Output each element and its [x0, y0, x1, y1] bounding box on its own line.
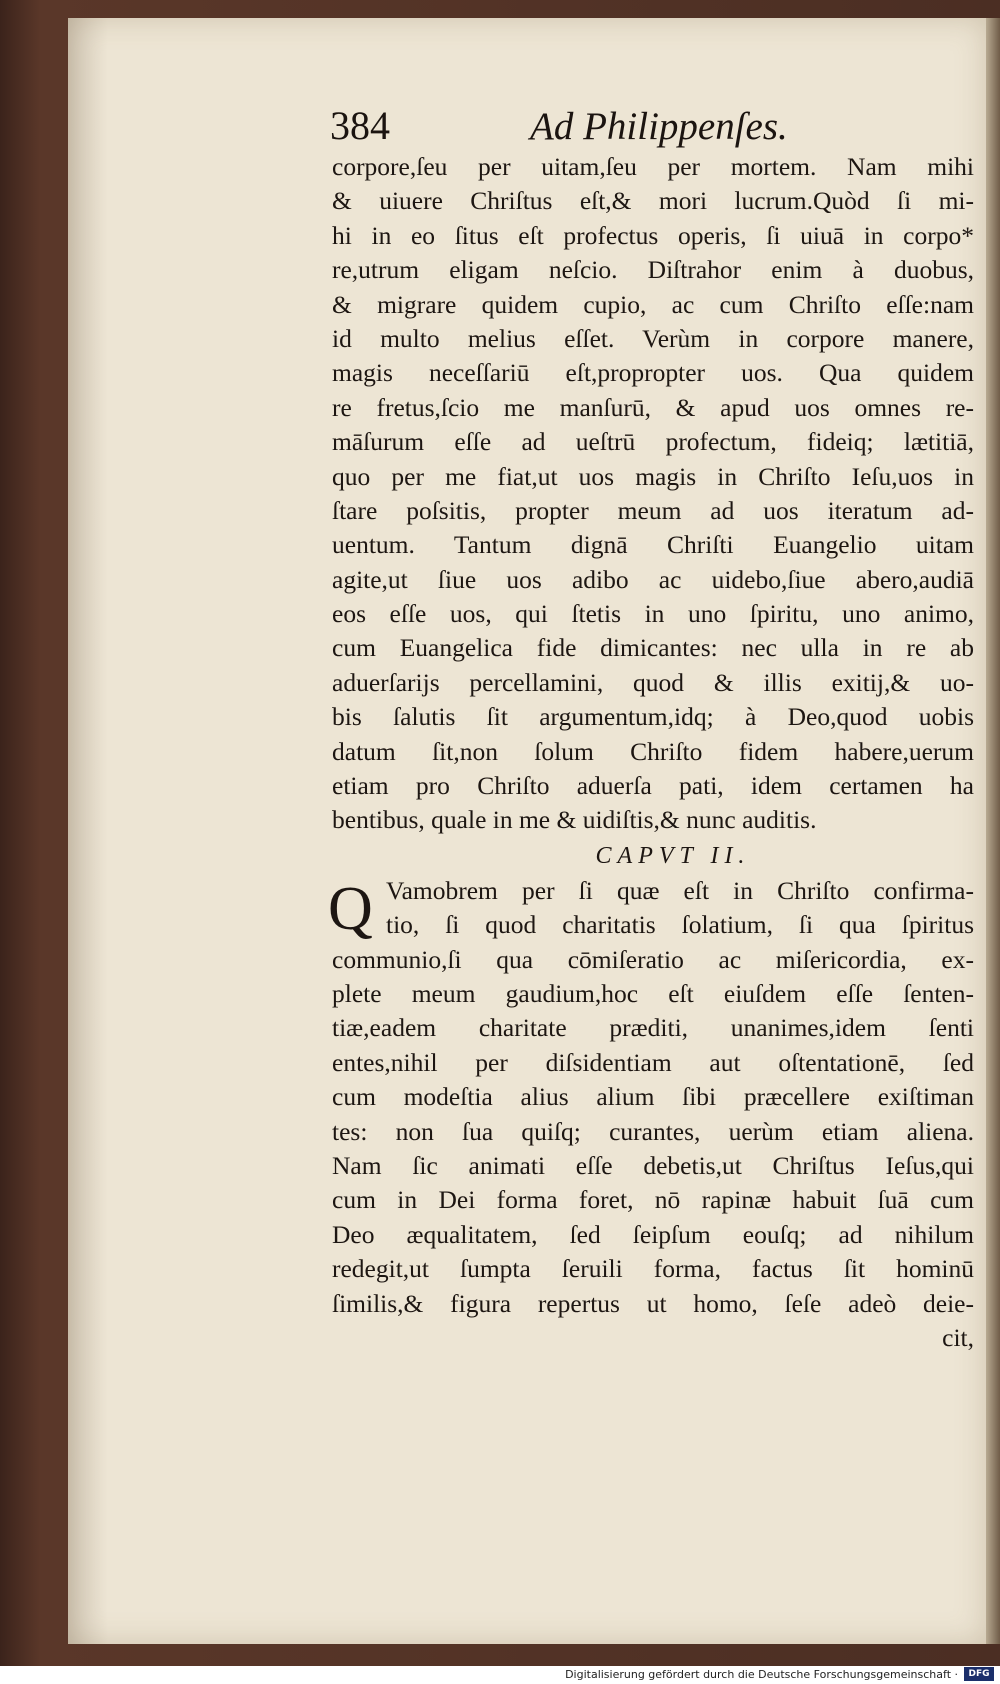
- text-line: corpore,ſeu per uitam,ſeu per mortem. Nam mihi: [332, 152, 974, 181]
- drop-cap: Q: [328, 874, 373, 943]
- text-line: tio, ſi quod charitatis ſolatium, ſi qua ſpiritus: [386, 910, 974, 940]
- text-line: bis ſalutis ſit argumentum,idq; à Deo,quod uobis: [332, 702, 974, 732]
- text-line: tiæ,eadem charitate præditi, unanimes,idem ſenti: [332, 1013, 974, 1043]
- text-line: magis neceſſariū eſt,propropter uos. Qua quidem: [332, 358, 974, 388]
- text-line: māſurum eſſe ad ueſtrū profectum, fideiq; lætitiā,: [332, 427, 974, 457]
- text-line: ſimilis,& figura repertus ut homo, ſeſe adeò deie-: [332, 1288, 974, 1318]
- text-line: cum in Dei forma foret, nō rapinæ habuit ſuā cum: [332, 1185, 974, 1215]
- page-number: 384: [330, 103, 390, 148]
- text-line: bentibus, quale in me & uidiſtis,& nunc auditis.: [332, 805, 817, 835]
- text-line: eos eſſe uos, qui ſtetis in uno ſpiritu, uno animo,: [332, 599, 974, 629]
- text-line: hi in eo ſitus eſt profectus operis, ſi uiuā in corpo*: [332, 220, 974, 250]
- text-line: ſtare poſsitis, propter meum ad uos iteratum ad-: [332, 495, 974, 525]
- text-line: datum ſit,non ſolum Chriſto fidem habere,uerum: [332, 736, 974, 766]
- text-line: agite,ut ſiue uos adibo ac uidebo,ſiue abero,audiā: [332, 564, 974, 594]
- text-line: & migrare quidem cupio, ac cum Chriſto eſſe:nam: [332, 289, 974, 319]
- text-line: entes,nihil per diſsidentiam aut oſtentationē, ſed: [332, 1047, 974, 1077]
- page-edge: [986, 18, 1000, 1644]
- text-line: cum Euangelica fide dimicantes: nec ulla in re ab: [332, 633, 974, 663]
- text-line: aduerſarijs percellamini, quod & illis exitij,& uo-: [332, 667, 974, 697]
- text-line: cum modeſtia alius alium ſibi præcellere exiſtiman: [332, 1082, 974, 1112]
- text-line: communio,ſi qua cōmiſeratio ac miſericordia, ex-: [332, 944, 974, 974]
- gutter-shadow: [68, 18, 108, 1644]
- text-line: uentum. Tantum dignā Chriſti Euangelio uitam: [332, 530, 974, 560]
- page-header: [330, 102, 850, 152]
- text-line: Nam ſic animati eſſe debetis,ut Chriſtus Ieſus,qui: [332, 1150, 974, 1180]
- text-line: re,utrum eligam neſcio. Diſtrahor enim à duobus,: [332, 255, 974, 285]
- digitization-credit: Digitalisierung gefördert durch die Deutsche Forschungsgemeinschaft ·: [565, 1668, 958, 1681]
- text-line: etiam pro Chriſto aduerſa pati, idem certamen ha: [332, 771, 974, 801]
- body-text: [328, 150, 974, 1355]
- text-line: quo per me fiat,ut uos magis in Chriſto Ieſu,uos in: [332, 461, 974, 491]
- text-line: Deo æqualitatem, ſed ſeipſum eouſq; ad nihilum: [332, 1219, 974, 1249]
- dfg-logo: DFG: [964, 1667, 994, 1681]
- text-line: Vamobrem per ſi quæ eſt in Chriſto confirma-: [386, 875, 974, 905]
- catchword: cit,: [942, 1322, 974, 1352]
- text-line: re fretus,ſcio me manſurū, & apud uos omnes re-: [332, 392, 974, 422]
- text-line: & uiuere Chriſtus eſt,& mori lucrum.Quòd ſi mi-: [332, 186, 974, 216]
- text-line: id multo melius eſſet. Verùm in corpore manere,: [332, 323, 974, 353]
- running-title: Ad Philippenſes.: [530, 105, 788, 148]
- chapter-heading: CAPVT II.: [595, 842, 751, 869]
- text-line: plete meum gaudium,hoc eſt eiuſdem eſſe ſenten-: [332, 978, 974, 1008]
- text-line: tes: non ſua quiſq; curantes, uerùm etiam aliena.: [332, 1116, 974, 1146]
- text-line: redegit,ut ſumpta ſeruili forma, factus ſit hominū: [332, 1254, 974, 1284]
